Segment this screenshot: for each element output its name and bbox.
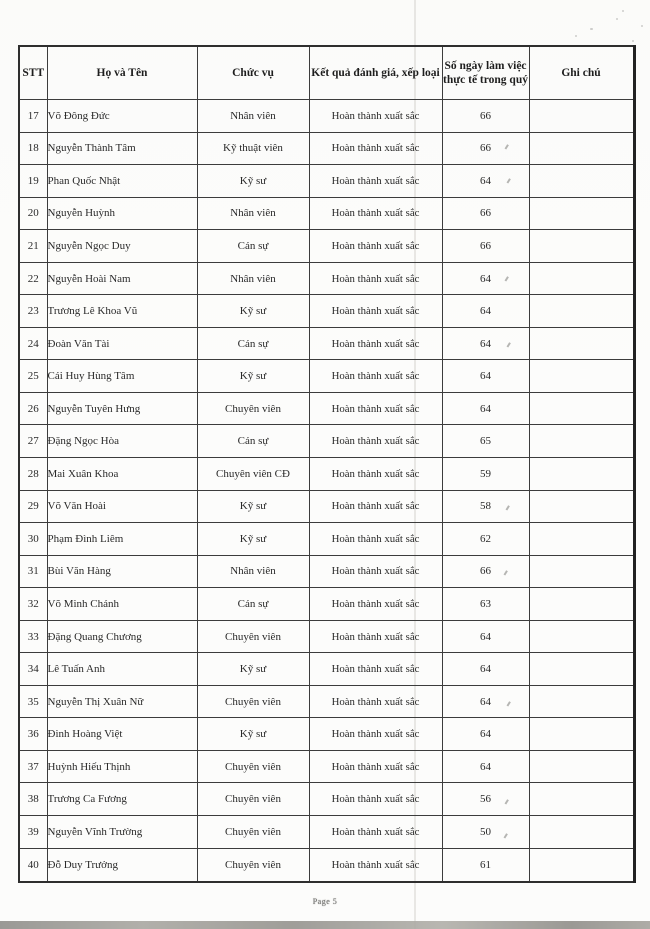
days-cell: 66	[442, 100, 529, 133]
result-cell: Hoàn thành xuất sắc	[309, 295, 442, 328]
stt-cell: 28	[19, 458, 47, 491]
note-cell	[529, 685, 634, 718]
note-cell	[529, 360, 634, 393]
pos-cell: Nhân viên	[197, 555, 309, 588]
note-cell	[529, 588, 634, 621]
pos-cell: Cán sự	[197, 588, 309, 621]
days-cell: 64	[442, 718, 529, 751]
name-cell: Trương Lê Khoa Vũ	[47, 295, 197, 328]
days-cell: 64	[442, 620, 529, 653]
note-cell	[529, 718, 634, 751]
note-cell	[529, 100, 634, 133]
days-cell: 66	[442, 132, 529, 165]
name-cell: Huỳnh Hiếu Thịnh	[47, 750, 197, 783]
column-header-name: Họ và Tên	[47, 46, 197, 100]
table-row	[19, 360, 634, 393]
pos-cell: Chuyên viên	[197, 685, 309, 718]
stt-cell: 18	[19, 132, 47, 165]
scanner-edge-bar	[0, 921, 650, 929]
evaluation-table	[18, 45, 636, 883]
days-cell: 66	[442, 197, 529, 230]
result-cell: Hoàn thành xuất sắc	[309, 685, 442, 718]
pos-cell: Nhân viên	[197, 100, 309, 133]
stt-cell: 30	[19, 523, 47, 556]
result-cell: Hoàn thành xuất sắc	[309, 262, 442, 295]
pos-cell: Chuyên viên	[197, 816, 309, 849]
result-cell: Hoàn thành xuất sắc	[309, 425, 442, 458]
pos-cell: Chuyên viên	[197, 750, 309, 783]
table-row	[19, 555, 634, 588]
note-cell	[529, 165, 634, 198]
column-header-note: Ghi chú	[529, 46, 634, 100]
stt-cell: 38	[19, 783, 47, 816]
stt-cell: 33	[19, 620, 47, 653]
scan-artifact	[575, 35, 577, 37]
result-cell: Hoàn thành xuất sắc	[309, 165, 442, 198]
table-row	[19, 783, 634, 816]
days-cell: 64	[442, 262, 529, 295]
name-cell: Nguyễn Thành Tâm	[47, 132, 197, 165]
name-cell: Đỗ Duy Trưởng	[47, 848, 197, 882]
name-cell: Võ Văn Hoài	[47, 490, 197, 523]
stt-cell: 19	[19, 165, 47, 198]
table-row	[19, 685, 634, 718]
note-cell	[529, 327, 634, 360]
name-cell: Võ Đông Đức	[47, 100, 197, 133]
result-cell: Hoàn thành xuất sắc	[309, 848, 442, 882]
column-header-position: Chức vụ	[197, 46, 309, 100]
result-cell: Hoàn thành xuất sắc	[309, 653, 442, 686]
result-cell: Hoàn thành xuất sắc	[309, 230, 442, 263]
pos-cell: Cán sự	[197, 425, 309, 458]
name-cell: Đặng Quang Chương	[47, 620, 197, 653]
table-row	[19, 392, 634, 425]
column-header-stt: STT	[19, 46, 47, 100]
result-cell: Hoàn thành xuất sắc	[309, 360, 442, 393]
table-row	[19, 327, 634, 360]
result-cell: Hoàn thành xuất sắc	[309, 523, 442, 556]
name-cell: Nguyễn Vĩnh Trường	[47, 816, 197, 849]
stt-cell: 36	[19, 718, 47, 751]
pos-cell: Kỹ thuật viên	[197, 132, 309, 165]
stt-cell: 35	[19, 685, 47, 718]
table-row	[19, 132, 634, 165]
table-row	[19, 848, 634, 882]
name-cell: Mai Xuân Khoa	[47, 458, 197, 491]
note-cell	[529, 458, 634, 491]
note-cell	[529, 230, 634, 263]
days-cell: 65	[442, 425, 529, 458]
column-header-result: Kết quả đánh giá, xếp loại	[309, 46, 442, 100]
column-header-days: Số ngày làm việc thực tế trong quý	[442, 46, 529, 100]
result-cell: Hoàn thành xuất sắc	[309, 490, 442, 523]
pos-cell: Chuyên viên CĐ	[197, 458, 309, 491]
pos-cell: Kỹ sư	[197, 295, 309, 328]
note-cell	[529, 197, 634, 230]
page-number-footer: Page 5	[312, 897, 338, 906]
result-cell: Hoàn thành xuất sắc	[309, 620, 442, 653]
table-row	[19, 490, 634, 523]
name-cell: Lê Tuấn Anh	[47, 653, 197, 686]
name-cell: Nguyễn Ngọc Duy	[47, 230, 197, 263]
scan-artifact	[632, 40, 634, 42]
days-cell: 66	[442, 555, 529, 588]
result-cell: Hoàn thành xuất sắc	[309, 100, 442, 133]
days-cell: 59	[442, 458, 529, 491]
name-cell: Bùi Văn Hàng	[47, 555, 197, 588]
note-cell	[529, 295, 634, 328]
days-cell: 64	[442, 685, 529, 718]
table-row	[19, 718, 634, 751]
result-cell: Hoàn thành xuất sắc	[309, 197, 442, 230]
days-cell: 64	[442, 360, 529, 393]
table-row	[19, 230, 634, 263]
stt-cell: 25	[19, 360, 47, 393]
stt-cell: 22	[19, 262, 47, 295]
pos-cell: Nhân viên	[197, 197, 309, 230]
note-cell	[529, 653, 634, 686]
pos-cell: Chuyên viên	[197, 620, 309, 653]
name-cell: Võ Minh Chánh	[47, 588, 197, 621]
name-cell: Đoàn Văn Tài	[47, 327, 197, 360]
stt-cell: 20	[19, 197, 47, 230]
result-cell: Hoàn thành xuất sắc	[309, 392, 442, 425]
table-row	[19, 458, 634, 491]
stt-cell: 29	[19, 490, 47, 523]
days-cell: 64	[442, 392, 529, 425]
result-cell: Hoàn thành xuất sắc	[309, 718, 442, 751]
pos-cell: Kỹ sư	[197, 165, 309, 198]
name-cell: Cái Huy Hùng Tâm	[47, 360, 197, 393]
note-cell	[529, 262, 634, 295]
days-cell: 64	[442, 165, 529, 198]
result-cell: Hoàn thành xuất sắc	[309, 783, 442, 816]
name-cell: Phạm Đình Liêm	[47, 523, 197, 556]
note-cell	[529, 816, 634, 849]
pos-cell: Kỹ sư	[197, 718, 309, 751]
stt-cell: 31	[19, 555, 47, 588]
days-cell: 64	[442, 750, 529, 783]
result-cell: Hoàn thành xuất sắc	[309, 816, 442, 849]
note-cell	[529, 523, 634, 556]
pos-cell: Cán sự	[197, 327, 309, 360]
name-cell: Phan Quốc Nhật	[47, 165, 197, 198]
pos-cell: Chuyên viên	[197, 783, 309, 816]
days-cell: 64	[442, 653, 529, 686]
scan-artifact	[641, 25, 643, 27]
days-cell: 64	[442, 327, 529, 360]
result-cell: Hoàn thành xuất sắc	[309, 555, 442, 588]
table-row	[19, 816, 634, 849]
stt-cell: 24	[19, 327, 47, 360]
scan-artifact	[616, 18, 618, 20]
scan-artifact	[622, 10, 624, 12]
days-cell: 63	[442, 588, 529, 621]
note-cell	[529, 783, 634, 816]
table-row	[19, 653, 634, 686]
note-cell	[529, 490, 634, 523]
note-cell	[529, 425, 634, 458]
stt-cell: 17	[19, 100, 47, 133]
scan-artifact	[590, 28, 593, 30]
stt-cell: 40	[19, 848, 47, 882]
result-cell: Hoàn thành xuất sắc	[309, 132, 442, 165]
pos-cell: Kỹ sư	[197, 653, 309, 686]
result-cell: Hoàn thành xuất sắc	[309, 458, 442, 491]
stt-cell: 27	[19, 425, 47, 458]
stt-cell: 34	[19, 653, 47, 686]
pos-cell: Chuyên viên	[197, 848, 309, 882]
note-cell	[529, 392, 634, 425]
stt-cell: 23	[19, 295, 47, 328]
name-cell: Đinh Hoàng Việt	[47, 718, 197, 751]
table-row	[19, 620, 634, 653]
table-header	[19, 46, 634, 100]
table-row	[19, 197, 634, 230]
table-row	[19, 425, 634, 458]
table-row	[19, 588, 634, 621]
name-cell: Nguyễn Hoài Nam	[47, 262, 197, 295]
days-cell: 50	[442, 816, 529, 849]
pos-cell: Nhân viên	[197, 262, 309, 295]
result-cell: Hoàn thành xuất sắc	[309, 750, 442, 783]
days-cell: 64	[442, 295, 529, 328]
stt-cell: 32	[19, 588, 47, 621]
stt-cell: 39	[19, 816, 47, 849]
table-row	[19, 262, 634, 295]
stt-cell: 21	[19, 230, 47, 263]
days-cell: 56	[442, 783, 529, 816]
pos-cell: Kỹ sư	[197, 490, 309, 523]
name-cell: Trương Ca Fương	[47, 783, 197, 816]
table-row	[19, 165, 634, 198]
table-row	[19, 100, 634, 133]
stt-cell: 26	[19, 392, 47, 425]
table-row	[19, 523, 634, 556]
days-cell: 66	[442, 230, 529, 263]
note-cell	[529, 750, 634, 783]
table-row	[19, 750, 634, 783]
pos-cell: Chuyên viên	[197, 392, 309, 425]
pos-cell: Kỹ sư	[197, 360, 309, 393]
stt-cell: 37	[19, 750, 47, 783]
name-cell: Nguyễn Huỳnh	[47, 197, 197, 230]
result-cell: Hoàn thành xuất sắc	[309, 588, 442, 621]
days-cell: 61	[442, 848, 529, 882]
days-cell: 62	[442, 523, 529, 556]
pos-cell: Kỹ sư	[197, 523, 309, 556]
days-cell: 58	[442, 490, 529, 523]
note-cell	[529, 132, 634, 165]
note-cell	[529, 848, 634, 882]
pos-cell: Cán sự	[197, 230, 309, 263]
result-cell: Hoàn thành xuất sắc	[309, 327, 442, 360]
name-cell: Nguyễn Thị Xuân Nữ	[47, 685, 197, 718]
note-cell	[529, 555, 634, 588]
table-row	[19, 295, 634, 328]
note-cell	[529, 620, 634, 653]
name-cell: Đặng Ngọc Hòa	[47, 425, 197, 458]
table-body	[19, 100, 634, 883]
name-cell: Nguyễn Tuyên Hưng	[47, 392, 197, 425]
